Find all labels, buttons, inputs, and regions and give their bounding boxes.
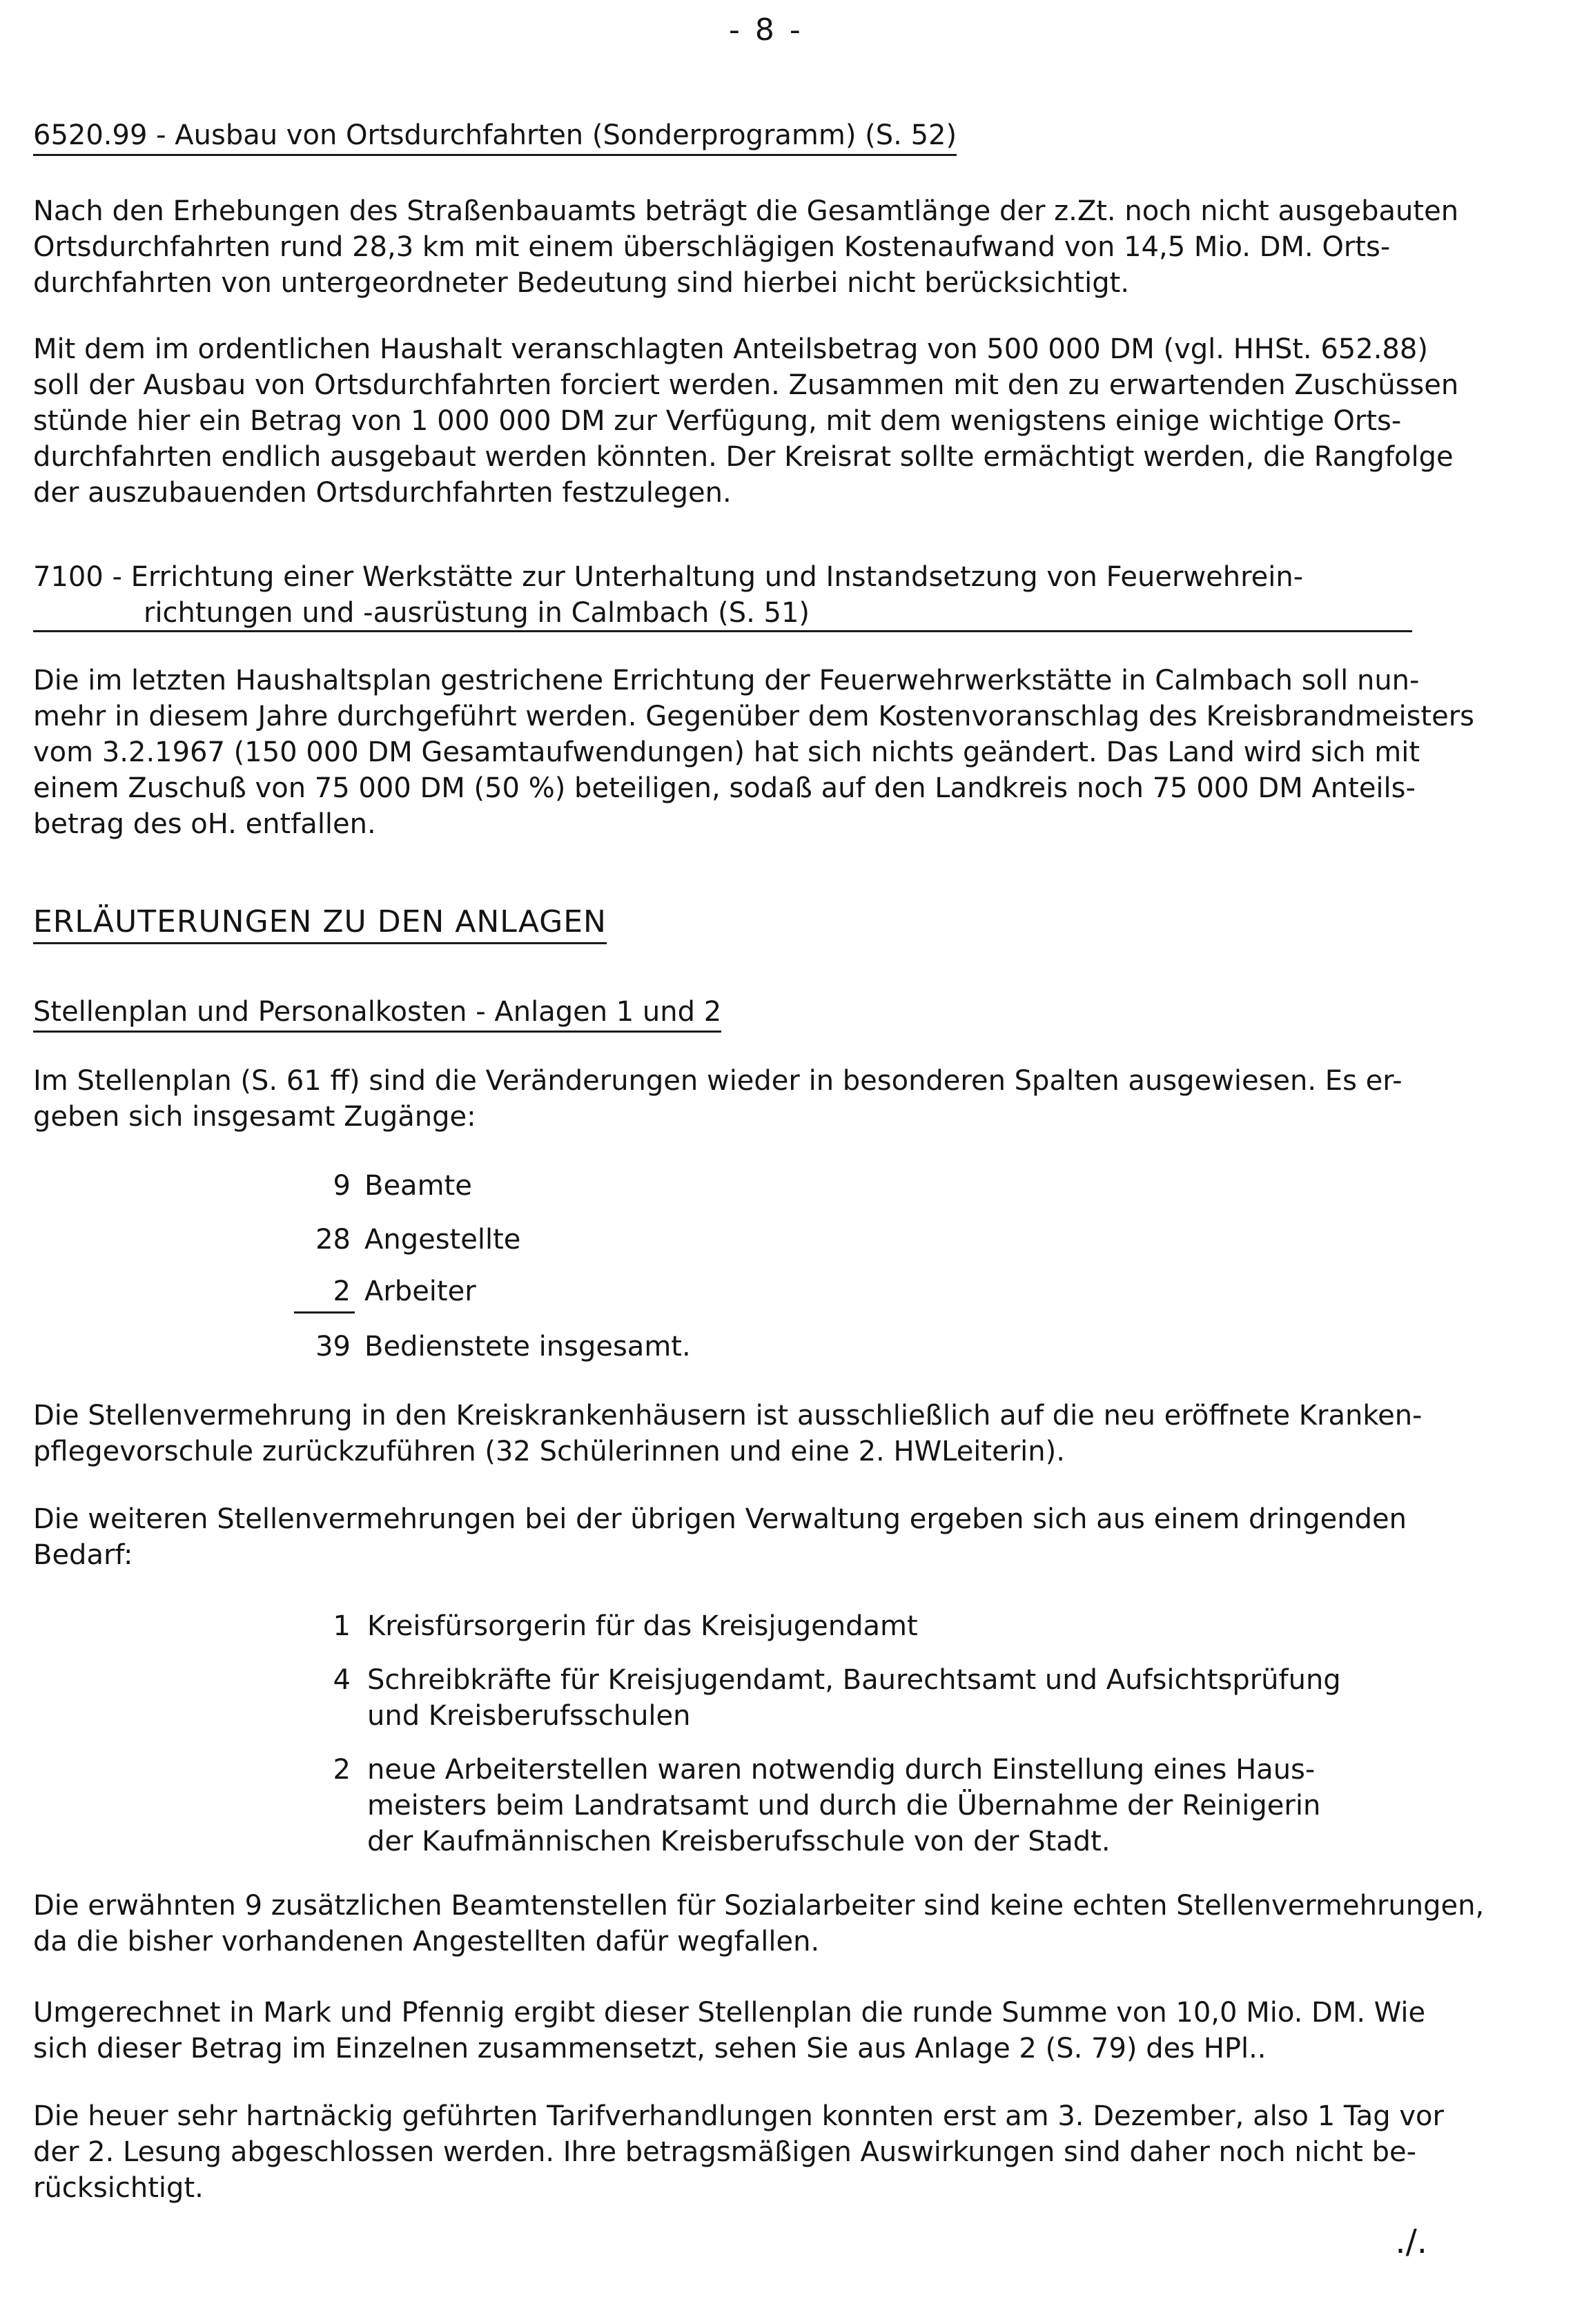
paragraph-feuerwehr: [33, 663, 1552, 842]
list-count: 2: [333, 1276, 351, 1307]
list-count: 9: [333, 1170, 351, 1202]
list-count: 4: [333, 1664, 351, 1696]
text-line: Die weiteren Stellenvermehrungen bei der übrigen Verwaltung ergeben sich aus einem dringenden: [33, 1503, 1407, 1535]
list-label: der Kaufmännischen Kreisberufsschule von der Stadt.: [367, 1826, 1111, 1857]
heading-line: richtungen und -ausrüstung in Calmbach (S. 51): [144, 597, 810, 629]
list-count: 2: [333, 1754, 351, 1786]
list-label: neue Arbeiterstellen waren notwendig durch Einstellung eines Haus-: [367, 1754, 1316, 1786]
text-line: durchfahrten endlich ausgebaut werden könnten. Der Kreisrat sollte ermächtigt werden, die Rangfolge: [33, 441, 1454, 473]
paragraph-ortsdurchfahrten-2: [33, 331, 1552, 511]
text-line: der 2. Lesung abgeschlossen werden. Ihre betragsmäßigen Auswirkungen sind daher noch nicht be-: [33, 2136, 1417, 2168]
list-label: Angestellte: [364, 1224, 521, 1256]
page-number: - 8 -: [729, 12, 803, 48]
text-line: durchfahrten von untergeordneter Bedeutung sind hierbei nicht berücksichtigt.: [33, 267, 1130, 299]
text-line: Mit dem im ordentlichen Haushalt veranschlagten Anteilsbetrag von 500 000 DM (vgl. HHSt. 652.88): [33, 333, 1428, 365]
text-line: der auszubauenden Ortsdurchfahrten festzulegen.: [33, 477, 732, 509]
list-label: Arbeiter: [364, 1276, 476, 1307]
list-label: und Kreisberufsschulen: [367, 1700, 691, 1732]
paragraph-krankenhaus: [33, 1398, 1552, 1469]
list-count: 1: [333, 1610, 351, 1642]
text-line: da die bisher vorhandenen Angestellten dafür wegfallen.: [33, 1926, 820, 1957]
text-line: mehr in diesem Jahre durchgeführt werden. Gegenüber dem Kostenvoranschlag des Kreisbrandmeisters: [33, 701, 1475, 732]
section-heading-ortsdurchfahrten: 6520.99 - Ausbau von Ortsdurchfahrten (Sonderprogramm) (S. 52): [33, 117, 1552, 153]
text-line: rücksichtigt.: [33, 2172, 204, 2204]
list-label: Schreibkräfte für Kreisjugendamt, Baurechtsamt und Aufsichtsprüfung: [367, 1664, 1341, 1696]
text-line: pflegevorschule zurückzuführen (32 Schülerinnen und eine 2. HWLeiterin).: [33, 1436, 1065, 1467]
list-label: meisters beim Landratsamt und durch die Übernahme der Reinigerin: [367, 1790, 1321, 1822]
paragraph-ortsdurchfahrten-1: [33, 193, 1552, 301]
text-line: Im Stellenplan (S. 61 ff) sind die Veränderungen wieder in besonderen Spalten ausgewiesen. Es er-: [33, 1065, 1403, 1097]
text-line: Umgerechnet in Mark und Pfennig ergibt dieser Stellenplan die runde Summe von 10,0 Mio. DM. Wie: [33, 1997, 1426, 2029]
text-line: stünde hier ein Betrag von 1 000 000 DM zur Verfügung, mit dem wenigstens einige wichtige Orts-: [33, 405, 1402, 437]
text-line: sich dieser Betrag im Einzelnen zusammensetzt, sehen Sie aus Anlage 2 (S. 79) des HPl..: [33, 2033, 1267, 2064]
text-line: einem Zuschuß von 75 000 DM (50 %) beteiligen, sodaß auf den Landkreis noch 75 000 DM Anteils-: [33, 772, 1416, 804]
paragraph-weitere: [33, 1501, 1552, 1573]
continuation-mark: ./.: [1395, 2223, 1427, 2261]
list-label: Kreisfürsorgerin für das Kreisjugendamt: [367, 1610, 918, 1642]
sum-underline: [294, 1311, 355, 1314]
list-count: 39: [315, 1331, 351, 1363]
text-line: soll der Ausbau von Ortsdurchfahrten forciert werden. Zusammen mit den zu erwartenden Zuschüssen: [33, 369, 1459, 401]
section-heading-stellenplan: Stellenplan und Personalkosten - Anlagen 1 und 2: [33, 994, 1552, 1030]
text-line: Bedarf:: [33, 1539, 133, 1571]
text-line: Die erwähnten 9 zusätzlichen Beamtenstellen für Sozialarbeiter sind keine echten Stellenvermehrungen,: [33, 1890, 1485, 1922]
text-line: Die heuer sehr hartnäckig geführten Tarifverhandlungen konnten erst am 3. Dezember, also 1 Tag vor: [33, 2100, 1444, 2132]
list-label: Beamte: [364, 1170, 472, 1202]
text-line: Ortsdurchfahrten rund 28,3 km mit einem überschlägigen Kostenaufwand von 14,5 Mio. DM. Orts-: [33, 231, 1391, 263]
heading-line: 7100 - Errichtung einer Werkstätte zur Unterhaltung und Instandsetzung von Feuerwehrein-: [33, 561, 1304, 593]
text-line: betrag des oH. entfallen.: [33, 808, 376, 840]
text-line: Die Stellenvermehrung in den Kreiskrankenhäusern ist ausschließlich auf die neu eröffnete Kranken-: [33, 1400, 1423, 1432]
section-heading-feuerwehr: [33, 559, 1552, 631]
paragraph-summe: [33, 1995, 1552, 2067]
text-line: geben sich insgesamt Zugänge:: [33, 1101, 476, 1133]
paragraph-stellenplan-intro: [33, 1063, 1552, 1135]
heading-underline: [33, 630, 1412, 632]
paragraph-beamtenstellen: [33, 1888, 1552, 1960]
text-line: Nach den Erhebungen des Straßenbauamts beträgt die Gesamtlänge der z.Zt. noch nicht ausgebauten: [33, 195, 1459, 227]
text-line: Die im letzten Haushaltsplan gestrichene Errichtung der Feuerwehrwerkstätte in Calmbach soll nun-: [33, 665, 1420, 696]
main-heading: ERLÄUTERUNGEN ZU DEN ANLAGEN: [33, 904, 1552, 940]
list-count: 28: [315, 1224, 351, 1256]
paragraph-tarif: [33, 2098, 1552, 2206]
text-line: vom 3.2.1967 (150 000 DM Gesamtaufwendungen) hat sich nichts geändert. Das Land wird sich mit: [33, 736, 1420, 768]
list-label: Bedienstete insgesamt.: [364, 1331, 691, 1363]
